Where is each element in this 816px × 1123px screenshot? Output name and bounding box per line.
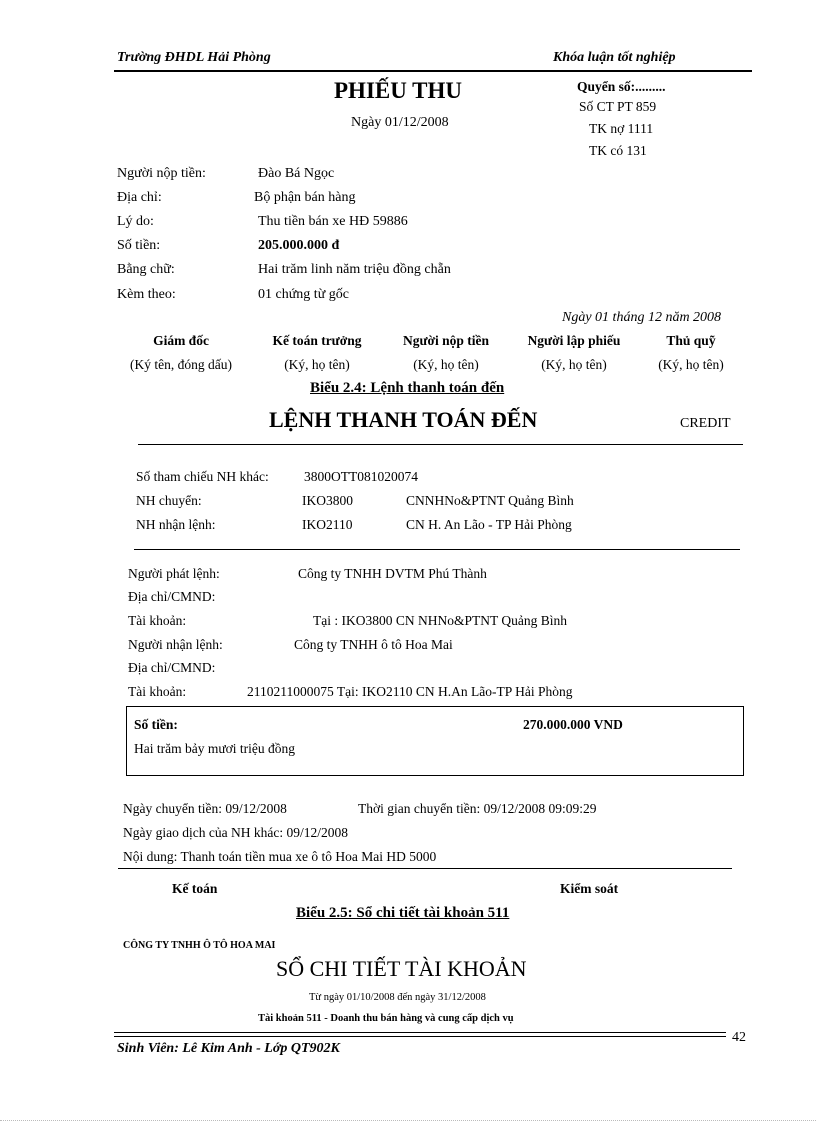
order-sending-bank-label: NH chuyển: (136, 493, 202, 508)
order-payee-account-label: Tài khoản: (128, 684, 187, 699)
receipt-date: Ngày 01/12/2008 (351, 115, 449, 130)
order-transfer-time: Thời gian chuyển tiền: 09/12/2008 09:09:29 (358, 801, 597, 816)
ledger-title: SỔ CHI TIẾT TÀI KHOẢN (276, 956, 527, 981)
signature-note: (Ký, họ tên) (541, 357, 607, 372)
order-ref-value: 3800OTT081020074 (304, 469, 418, 484)
receipt-row-value: Bộ phận bán hàng (254, 190, 356, 205)
order-payer-value: Công ty TNHH DVTM Phú Thành (298, 566, 487, 581)
order-receiving-bank-code: IKO2110 (302, 517, 353, 532)
order-rule-mid (134, 549, 740, 550)
order-payer-address-label: Địa chỉ/CMND: (128, 589, 216, 604)
order-controller: Kiểm soát (560, 881, 619, 896)
receipt-book-no: Quyển số:......... (577, 79, 666, 94)
receipt-credit-account: TK có 131 (589, 143, 647, 158)
receipt-row-value: Đào Bá Ngọc (258, 166, 335, 181)
ledger-period: Từ ngày 01/10/2008 đến ngày 31/12/2008 (309, 992, 486, 1003)
order-rule-bottom (118, 868, 732, 869)
receipt-title: PHIẾU THU (334, 78, 463, 103)
order-accountant: Kế toán (172, 881, 218, 896)
receipt-row-label: Địa chỉ: (117, 190, 162, 205)
order-content: Nội dung: Thanh toán tiền mua xe ô tô Hoa Mai HD 5000 (123, 849, 437, 864)
order-amount-words: Hai trăm bảy mươi triệu đồng (134, 741, 296, 756)
order-title: LỆNH THANH TOÁN ĐẾN (269, 407, 538, 432)
receipt-row-label: Kèm theo: (117, 287, 176, 302)
receipt-sign-date: Ngày 01 tháng 12 năm 2008 (562, 310, 722, 325)
page-number: 42 (732, 1030, 746, 1045)
order-caption: Biểu 2.4: Lệnh thanh toán đến (310, 380, 505, 396)
ledger-account: Tài khoản 511 - Doanh thu bán hàng và cung cấp dịch vụ (258, 1013, 514, 1024)
receipt-row-label: Bằng chữ: (117, 262, 175, 277)
order-receiving-bank-name: CN H. An Lão - TP Hải Phòng (406, 517, 572, 532)
signature-note: (Ký tên, đóng dấu) (130, 357, 232, 372)
header-doc-type: Khóa luận tốt nghiệp (553, 50, 676, 65)
signature-role: Giám đốc (153, 333, 209, 348)
order-payee-value: Công ty TNHH ô tô Hoa Mai (294, 637, 453, 652)
page-edge (0, 1120, 816, 1121)
signature-role: Thủ quỹ (666, 333, 716, 348)
receipt-row-label: Số tiền: (117, 238, 161, 253)
footer-student: Sinh Viên: Lê Kim Anh - Lớp QT902K (117, 1041, 340, 1056)
order-payee-address-label: Địa chỉ/CMND: (128, 660, 216, 675)
receipt-row-label: Lý do: (117, 214, 154, 229)
signature-role: Người lập phiếu (527, 333, 621, 348)
signature-note: (Ký, họ tên) (413, 357, 479, 372)
order-payer-label: Người phát lệnh: (128, 566, 220, 581)
order-amount-label: Số tiền: (134, 717, 178, 732)
order-amount-value: 270.000.000 VND (523, 717, 623, 732)
receipt-row-label: Người nộp tiền: (117, 166, 206, 181)
receipt-row-value: Thu tiền bán xe HĐ 59886 (258, 214, 408, 229)
order-payer-account-value: Tại : IKO3800 CN NHNo&PTNT Quảng Bình (313, 613, 567, 628)
order-sending-bank-code: IKO3800 (302, 493, 353, 508)
signature-role: Người nộp tiền (402, 333, 490, 348)
ledger-caption: Biểu 2.5: Sổ chi tiết tài khoản 511 (296, 905, 510, 921)
receipt-debit-account: TK nợ 1111 (589, 121, 654, 136)
footer-rule-lower (114, 1036, 726, 1037)
order-other-bank-date: Ngày giao dịch của NH khác: 09/12/2008 (123, 825, 348, 840)
receipt-amount: 205.000.000 đ (258, 238, 340, 253)
header-rule (114, 70, 752, 72)
receipt-row-value: Hai trăm linh năm triệu đồng chẵn (258, 262, 451, 277)
order-sending-bank-name: CNNHNo&PTNT Quảng Bình (406, 493, 574, 508)
header-school: Trường ĐHDL Hải Phòng (117, 50, 271, 65)
signature-note: (Ký, họ tên) (658, 357, 724, 372)
receipt-row-value: 01 chứng từ gốc (258, 287, 349, 302)
receipt-voucher-no: Số CT PT 859 (579, 99, 657, 114)
footer-rule-upper (114, 1032, 726, 1033)
order-payer-account-label: Tài khoản: (128, 613, 187, 628)
order-receiving-bank-label: NH nhận lệnh: (136, 517, 216, 532)
signature-role: Kế toán trưởng (272, 333, 362, 348)
order-transfer-date: Ngày chuyển tiền: 09/12/2008 (123, 801, 287, 816)
order-payee-label: Người nhận lệnh: (128, 637, 223, 652)
order-ref-label: Số tham chiếu NH khác: (136, 469, 269, 484)
order-credit: CREDIT (680, 416, 731, 431)
order-payee-account-value: 2110211000075 Tại: IKO2110 CN H.An Lão-TP Hải Phòng (247, 684, 573, 699)
order-rule-top (138, 444, 743, 445)
ledger-company: CÔNG TY TNHH Ô TÔ HOA MAI (123, 940, 276, 951)
signature-note: (Ký, họ tên) (284, 357, 350, 372)
